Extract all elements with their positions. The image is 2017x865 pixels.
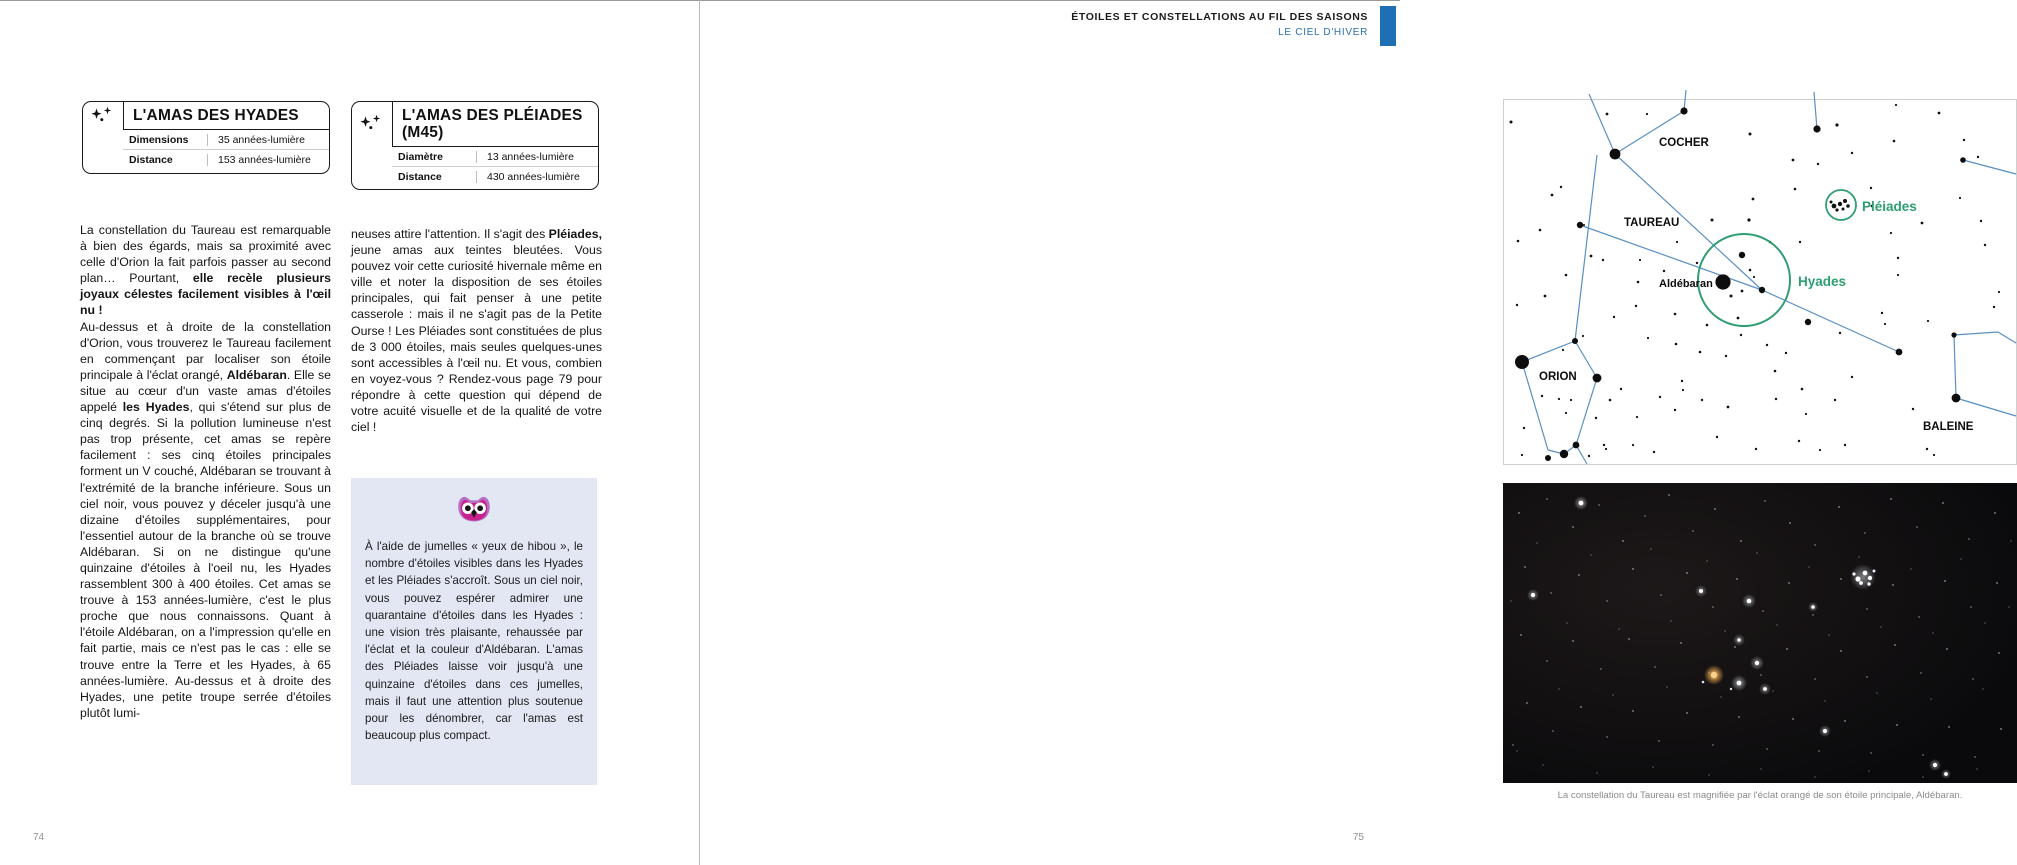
text-run: Au-dessus et à droite de la constellation d'Orion, vous trouverez le Taureau facilement en commençant par localiser son étoile principale à l'éclat orangé, [80,319,331,382]
factbox-row-key: Dimensions [129,133,189,146]
factbox-title: L'AMAS DES HYADES [133,107,299,124]
factbox-row-separator [207,134,208,146]
text-run: , qui s'étend sur plus de cinq degrés. Si la pollution lumineuse n'est pas trop présente, cet amas se repère facilement : ses cinq étoiles principales forment un V couché, Aldébaran se trouvant à l'extrémité de la branche inférieure. Sous un ciel noir, vous pouvez y déceler jusqu'à une dizaine d'étoiles supplémentaires, pour l'essentiel autour de la branche où se trouve Aldébaran. Si on ne distingue qu'une quinzaine d'étoiles à l'oeil nu, les Hyades rassemblent 300 à 400 étoiles. Cet amas se trouve à 153 années-lumière, c'est le plus proche que nous connaissons. Quant à l'étoile Aldébaran, on a l'impression qu'elle en fait partie, mais ce n'est pas le cas : elle se trouve entre la Terre et les Hyades, à 65 années-lumière. Au-dessus et à droite des Hyades, une petite troupe serrée d'étoiles plutôt lumi- [80,400,331,720]
page-number-left: 74 [33,832,45,843]
night-sky-canvas [1503,483,2017,783]
factbox-row-value: 153 années-lumière [218,153,311,166]
text-run-bold: elle recèle plusieurs joyaux célestes facilement visibles à l'œil nu ! [80,271,332,318]
text-run: neuses attire l'attention. Il s'agit des [351,227,549,241]
star-label-aldebaran: Aldébaran [1659,278,1713,290]
text-run-bold: Pléiades, [548,227,602,241]
page-left [0,0,700,865]
paragraph [351,226,602,435]
factbox-row [392,166,598,186]
factbox-row-value: 430 années-lumière [487,170,580,183]
factbox-header [352,102,598,146]
factbox-row-separator [476,151,477,163]
text-run-bold: les Hyades [122,400,190,415]
text-run: La constellation du Taureau est remarquable à bien des égards, mais sa proximité avec celle d'Orion la fait parfois passer au second plan… Pourtant, [80,223,331,286]
chapter-color-tab [1380,6,1396,46]
page-right [700,0,1974,865]
paragraph [80,222,331,319]
constellation-label-orion: ORION [1539,371,1577,383]
factbox-rows [83,130,329,169]
factbox-row-value: 35 années-lumière [218,133,305,146]
factbox-header [83,102,329,129]
star-map [1503,99,2017,465]
cluster-label-pleiades: Pléiades [1862,199,1917,214]
tip-box [351,478,597,785]
page-top-rule [700,0,1400,1]
page-top-rule [0,0,699,1]
photo-caption: La constellation du Taureau est magnifiée par l'éclat orangé de son étoile principale, Aldébaran. [1557,790,1963,801]
factbox-pleiades [351,101,599,190]
factbox-row-separator [476,171,477,183]
sparkle-stars-icon [83,102,124,129]
running-header-title: ÉTOILES ET CONSTELLATIONS AU FIL DES SAISONS [1071,11,1368,23]
text-run: jeune amas aux teintes bleutées. Vous pouvez voir cette curiosité hivernale même en ville et noter la disposition de ses étoiles principales, qui fait penser à une petite casserole : mais il ne s'agit pas de la Petite Ourse ! Les Pléiades sont constituées de plus de 3 000 étoiles, mais seules quelques-unes sont accessibles à l'œil nu. Et vous, combien en voyez-vous ? Rendez-vous page 79 pour répondre à cette question qui dépend de votre acuité visuelle et de la qualité de votre ciel ! [351,243,602,435]
constellation-label-cocher: COCHER [1659,137,1709,149]
factbox-row [123,149,329,169]
sparkle-stars-icon [352,102,393,146]
running-header-subtitle: LE CIEL D'HIVER [1278,27,1368,38]
cluster-label-hyades: Hyades [1798,274,1847,289]
owl-icon [453,494,495,526]
factbox-rows [352,147,598,186]
text-run: . Elle se situe au cœur d'un vaste amas d'étoiles appelé [80,367,331,415]
factbox-row-key: Diamètre [398,150,443,163]
running-header [1071,10,1368,40]
paragraph [80,319,331,721]
text-run-bold: Aldébaran [226,367,287,382]
page-number-right: 75 [1352,832,1364,843]
factbox-title: L'AMAS DES PLÉIADES (M45) [402,107,583,141]
tip-box-text: À l'aide de jumelles « yeux de hibou », le nombre d'étoiles visibles dans les Hyades et les Pléiades s'accroît. Sous un ciel noir, vous pouvez espérer admirer une quarantaine d'étoiles dans les Hyades : une vision très plaisante, rehaussée par l'éclat et la couleur d'Aldébaran. L'amas des Pléiades laisse voir jusqu'à une quinzaine d'étoiles dans ces jumelles, mais il faut une attention plus soutenue pour les dénombrer, car l'amas est beaucoup plus compact. [365,540,583,743]
pleiades-cluster [1850,564,1876,590]
body-column-left [80,222,331,721]
factbox-row-key: Distance [398,170,442,183]
body-column-right [351,226,602,435]
factbox-row-key: Distance [129,153,173,166]
factbox-row [123,130,329,149]
factbox-row-separator [207,154,208,166]
constellation-label-taureau: TAUREAU [1624,217,1680,229]
factbox-row [392,147,598,166]
aldebaran-star [1711,672,1717,678]
factbox-row-value: 13 années-lumière [487,150,574,163]
constellation-label-baleine: BALEINE [1923,421,1974,433]
star-map-canvas [1504,100,2016,464]
night-sky-photo [1503,483,2017,783]
factbox-hyades [82,101,330,174]
